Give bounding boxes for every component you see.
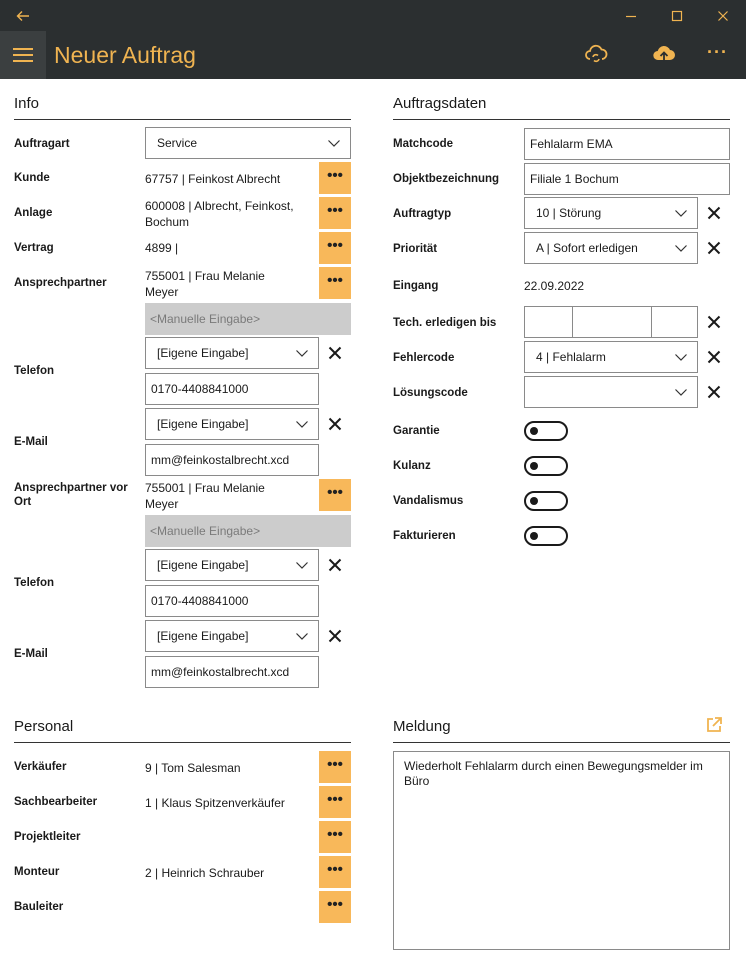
more-options-button[interactable]: ··· (707, 42, 728, 62)
minimize-icon (625, 10, 637, 22)
telefon-clear-button[interactable] (325, 343, 345, 363)
chevron-down-icon (295, 417, 309, 431)
close-icon (717, 10, 729, 22)
email-select-value: [Eigene Eingabe] (157, 417, 249, 431)
telefon2-select[interactable] (145, 549, 319, 581)
objektbezeichnung-input[interactable]: Filiale 1 Bochum (524, 163, 730, 195)
personal-verkaeufer-value: 9 | Tom Salesman (145, 761, 241, 775)
prioritaet-clear-button[interactable] (704, 238, 724, 258)
auftragart-label: Auftragart (14, 138, 70, 150)
chevron-down-icon (295, 629, 309, 643)
kunde-value: 67757 | Feinkost Albrecht (145, 172, 281, 186)
auftragtyp-select[interactable] (524, 197, 698, 229)
auftragsdaten-section-title: Auftragsdaten (393, 95, 487, 112)
chevron-down-icon (327, 136, 341, 150)
hamburger-icon (13, 48, 33, 50)
chevron-down-icon (674, 206, 688, 220)
kulanz-label: Kulanz (393, 460, 431, 472)
garantie-toggle[interactable] (524, 421, 568, 441)
chevron-down-icon (674, 385, 688, 399)
meldung-section-title: Meldung (393, 718, 451, 735)
ansprechpartner-select-button[interactable]: ••• (319, 267, 351, 299)
tech-erledigen-date-picker[interactable] (524, 306, 698, 338)
bauleiter-select-button[interactable]: ••• (319, 891, 351, 923)
telefon2-clear-button[interactable] (325, 555, 345, 575)
loesungscode-select[interactable] (524, 376, 698, 408)
auftragtyp-value: 10 | Störung (536, 206, 602, 220)
vertrag-label: Vertrag (14, 242, 54, 254)
kunde-select-button[interactable]: ••• (319, 162, 351, 194)
meldung-open-button[interactable] (705, 716, 723, 734)
telefon2-select-value: [Eigene Eingabe] (157, 558, 249, 572)
anlage-label: Anlage (14, 207, 53, 219)
ansprechpartner-value-line1: 755001 | Frau Melanie (145, 269, 265, 283)
close-icon (707, 350, 721, 364)
fehlercode-label: Fehlercode (393, 352, 455, 364)
personal-sachbearbeiter-label: Sachbearbeiter (14, 796, 98, 808)
maximize-icon (671, 10, 683, 22)
projektleiter-select-button[interactable]: ••• (319, 821, 351, 853)
minimize-button[interactable] (608, 0, 654, 31)
info-divider (14, 119, 351, 120)
cloud-upload-icon (652, 42, 676, 66)
chevron-down-icon (674, 241, 688, 255)
back-button[interactable] (0, 0, 46, 31)
anlage-value-line1: 600008 | Albrecht, Feinkost, (145, 199, 294, 213)
chevron-down-icon (295, 558, 309, 572)
info-section-title: Info (14, 95, 40, 112)
arrow-left-icon (16, 9, 30, 23)
chevron-down-icon (295, 346, 309, 360)
ansprechpartner-value-line2: Meyer (145, 285, 179, 299)
fakturieren-toggle[interactable] (524, 526, 568, 546)
personal-section-title: Personal (14, 718, 74, 735)
garantie-label: Garantie (393, 425, 440, 437)
meldung-divider (393, 742, 730, 743)
telefon2-label: Telefon (14, 577, 55, 589)
email2-select-value: [Eigene Eingabe] (157, 629, 249, 643)
close-icon (328, 346, 342, 360)
email-clear-button[interactable] (325, 414, 345, 434)
meldung-textarea[interactable]: Wiederholt Fehlalarm durch einen Bewegungsmelder im Büro (393, 751, 730, 950)
matchcode-input[interactable]: Fehlalarm EMA (524, 128, 730, 160)
auftragart-value: Service (157, 136, 198, 150)
vertrag-value: 4899 | (145, 241, 179, 255)
ansprechpartner-label: Ansprechpartner (14, 277, 107, 289)
personal-monteur-label: Monteur (14, 866, 60, 878)
auftragart-select[interactable] (145, 127, 351, 159)
close-icon (328, 629, 342, 643)
cloud-upload-button[interactable] (652, 42, 676, 66)
prioritaet-select[interactable] (524, 232, 698, 264)
cloud-sync-icon (584, 42, 608, 66)
fehlercode-clear-button[interactable] (704, 347, 724, 367)
ansprechpartner-ort-label-line2: Ort (14, 496, 32, 508)
eingang-value: 22.09.2022 (524, 279, 585, 293)
vandalismus-toggle[interactable] (524, 491, 568, 511)
open-external-icon (705, 716, 723, 734)
telefon-select[interactable] (145, 337, 319, 369)
anlage-select-button[interactable]: ••• (319, 197, 351, 229)
auftragtyp-clear-button[interactable] (704, 203, 724, 223)
eingang-label: Eingang (393, 280, 439, 292)
close-icon (707, 206, 721, 220)
verkaeufer-select-button[interactable]: ••• (319, 751, 351, 783)
maximize-button[interactable] (654, 0, 700, 31)
cloud-sync-button[interactable] (584, 42, 608, 66)
email2-label: E-Mail (14, 648, 48, 660)
vertrag-select-button[interactable]: ••• (319, 232, 351, 264)
email-input[interactable]: mm@feinkostalbrecht.xcd (145, 444, 319, 476)
close-icon (328, 417, 342, 431)
personal-projektleiter-label: Projektleiter (14, 831, 81, 843)
email-select[interactable] (145, 408, 319, 440)
matchcode-label: Matchcode (393, 138, 454, 150)
personal-divider (14, 742, 351, 743)
ansprechpartner-ort-label-line1: Ansprechpartner vor (14, 482, 128, 494)
monteur-select-button[interactable]: ••• (319, 856, 351, 888)
loesungscode-label: Lösungscode (393, 387, 468, 399)
ansprechpartner-manual-input[interactable]: <Manuelle Eingabe> (145, 303, 351, 335)
kulanz-toggle[interactable] (524, 456, 568, 476)
close-icon (328, 558, 342, 572)
telefon2-input[interactable]: 0170-4408841000 (145, 585, 319, 617)
chevron-down-icon (674, 350, 688, 364)
auftragtyp-label: Auftragtyp (393, 208, 452, 220)
auftragsdaten-divider (393, 119, 730, 120)
ansprechpartner-ort-manual-input[interactable]: <Manuelle Eingabe> (145, 515, 351, 547)
anlage-value-line2: Bochum (145, 215, 190, 229)
ansprechpartner-ort-select-button[interactable]: ••• (319, 479, 351, 511)
personal-bauleiter-label: Bauleiter (14, 901, 64, 913)
tech-erledigen-clear-button[interactable] (704, 312, 724, 332)
prioritaet-label: Priorität (393, 243, 438, 255)
loesungscode-clear-button[interactable] (704, 382, 724, 402)
prioritaet-value: A | Sofort erledigen (536, 241, 638, 255)
fakturieren-label: Fakturieren (393, 530, 456, 542)
hamburger-menu-button[interactable] (0, 31, 46, 79)
email-label: E-Mail (14, 436, 48, 448)
tech-erledigen-label: Tech. erledigen bis (393, 317, 497, 329)
personal-sachbearbeiter-value: 1 | Klaus Spitzenverkäufer (145, 796, 285, 810)
fehlercode-value: 4 | Fehlalarm (536, 350, 606, 364)
ansprechpartner-ort-value-line1: 755001 | Frau Melanie (145, 481, 265, 495)
fehlercode-select[interactable] (524, 341, 698, 373)
page-title: Neuer Auftrag (54, 42, 196, 68)
sachbearbeiter-select-button[interactable]: ••• (319, 786, 351, 818)
telefon-select-value: [Eigene Eingabe] (157, 346, 249, 360)
vandalismus-label: Vandalismus (393, 495, 464, 507)
telefon-label: Telefon (14, 365, 55, 377)
email2-input[interactable]: mm@feinkostalbrecht.xcd (145, 656, 319, 688)
personal-verkaeufer-label: Verkäufer (14, 761, 67, 773)
close-button[interactable] (700, 0, 746, 31)
email2-select[interactable] (145, 620, 319, 652)
objektbezeichnung-label: Objektbezeichnung (393, 173, 500, 185)
telefon-input[interactable]: 0170-4408841000 (145, 373, 319, 405)
personal-monteur-value: 2 | Heinrich Schrauber (145, 866, 265, 880)
close-icon (707, 385, 721, 399)
ansprechpartner-ort-value-line2: Meyer (145, 497, 179, 511)
close-icon (707, 241, 721, 255)
kunde-label: Kunde (14, 172, 50, 184)
close-icon (707, 315, 721, 329)
email2-clear-button[interactable] (325, 626, 345, 646)
